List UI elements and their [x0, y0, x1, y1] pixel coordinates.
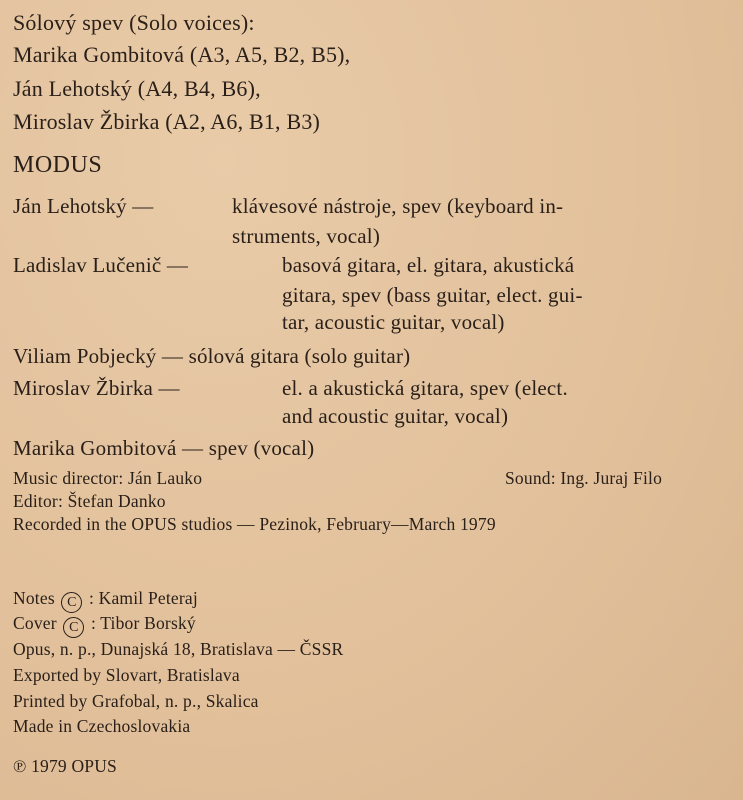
- member-role-line: el. a akustická gitara, spev (elect.: [282, 376, 568, 400]
- member-name: [13, 194, 153, 219]
- exporter: Exported by Slovart, Bratislava: [13, 665, 240, 685]
- phonogram-icon: ℗: [13, 756, 27, 776]
- editor: Editor: Štefan Danko: [13, 491, 166, 511]
- member-name-text: Ján Lehotský: [13, 194, 127, 218]
- publisher-address: Opus, n. p., Dunajská 18, Bratislava — ČSSR: [13, 639, 344, 659]
- phonogram-copyright: [13, 756, 117, 777]
- band-name-heading: MODUS: [13, 152, 103, 178]
- notes-label: Notes: [13, 588, 55, 608]
- member-name: [13, 376, 180, 401]
- cover-credit: [13, 613, 196, 638]
- copyright-icon: C: [63, 617, 84, 638]
- cover-value: : Tibor Borský: [90, 613, 196, 633]
- sound-engineer: Sound: Ing. Juraj Filo: [505, 468, 663, 488]
- member-separator: —: [132, 194, 154, 218]
- member-name: [13, 344, 410, 369]
- member-role-line: struments, vocal): [232, 224, 381, 248]
- notes-value: : Kamil Peteraj: [88, 588, 198, 608]
- solo-voices-title: Sólový spev (Solo voices):: [13, 10, 255, 35]
- music-director: Music director: Ján Lauko: [13, 468, 203, 488]
- printer: Printed by Grafobal, n. p., Skalica: [13, 691, 259, 711]
- member-role-line: klávesové nástroje, spev (keyboard in-: [232, 194, 564, 218]
- phonogram-text: 1979 OPUS: [31, 756, 117, 776]
- member-name: [13, 436, 314, 461]
- member-name-text: Ladislav Lučenič: [13, 253, 162, 277]
- solo-singer: Ján Lehotský (A4, B4, B6),: [13, 76, 261, 101]
- cover-label: Cover: [13, 613, 57, 633]
- member-separator: —: [161, 344, 184, 368]
- member-name-text: Viliam Pobjecký: [13, 344, 157, 368]
- recording-info: Recorded in the OPUS studios — Pezinok, February—March 1979: [13, 514, 496, 534]
- member-separator: —: [182, 436, 204, 460]
- solo-singer: Marika Gombitová (A3, A5, B2, B5),: [13, 42, 351, 67]
- solo-singer: Miroslav Žbirka (A2, A6, B1, B3): [13, 109, 321, 134]
- member-role-line: and acoustic guitar, vocal): [282, 404, 509, 428]
- country-of-manufacture: Made in Czechoslovakia: [13, 716, 191, 736]
- member-role-line: spev (vocal): [208, 436, 315, 460]
- member-role-line: gitara, spev (bass guitar, elect. gui-: [282, 283, 583, 307]
- copyright-icon: C: [61, 592, 82, 613]
- notes-credit: [13, 588, 198, 613]
- member-name-text: Miroslav Žbirka: [13, 376, 154, 400]
- member-name-text: Marika Gombitová: [13, 436, 177, 460]
- member-separator: —: [166, 253, 189, 277]
- member-role-line: basová gitara, el. gitara, akustická: [282, 253, 575, 277]
- member-separator: —: [158, 376, 180, 400]
- member-name: [13, 253, 188, 278]
- member-role-line: tar, acoustic guitar, vocal): [282, 310, 505, 334]
- member-role-line: sólová gitara (solo guitar): [188, 344, 411, 368]
